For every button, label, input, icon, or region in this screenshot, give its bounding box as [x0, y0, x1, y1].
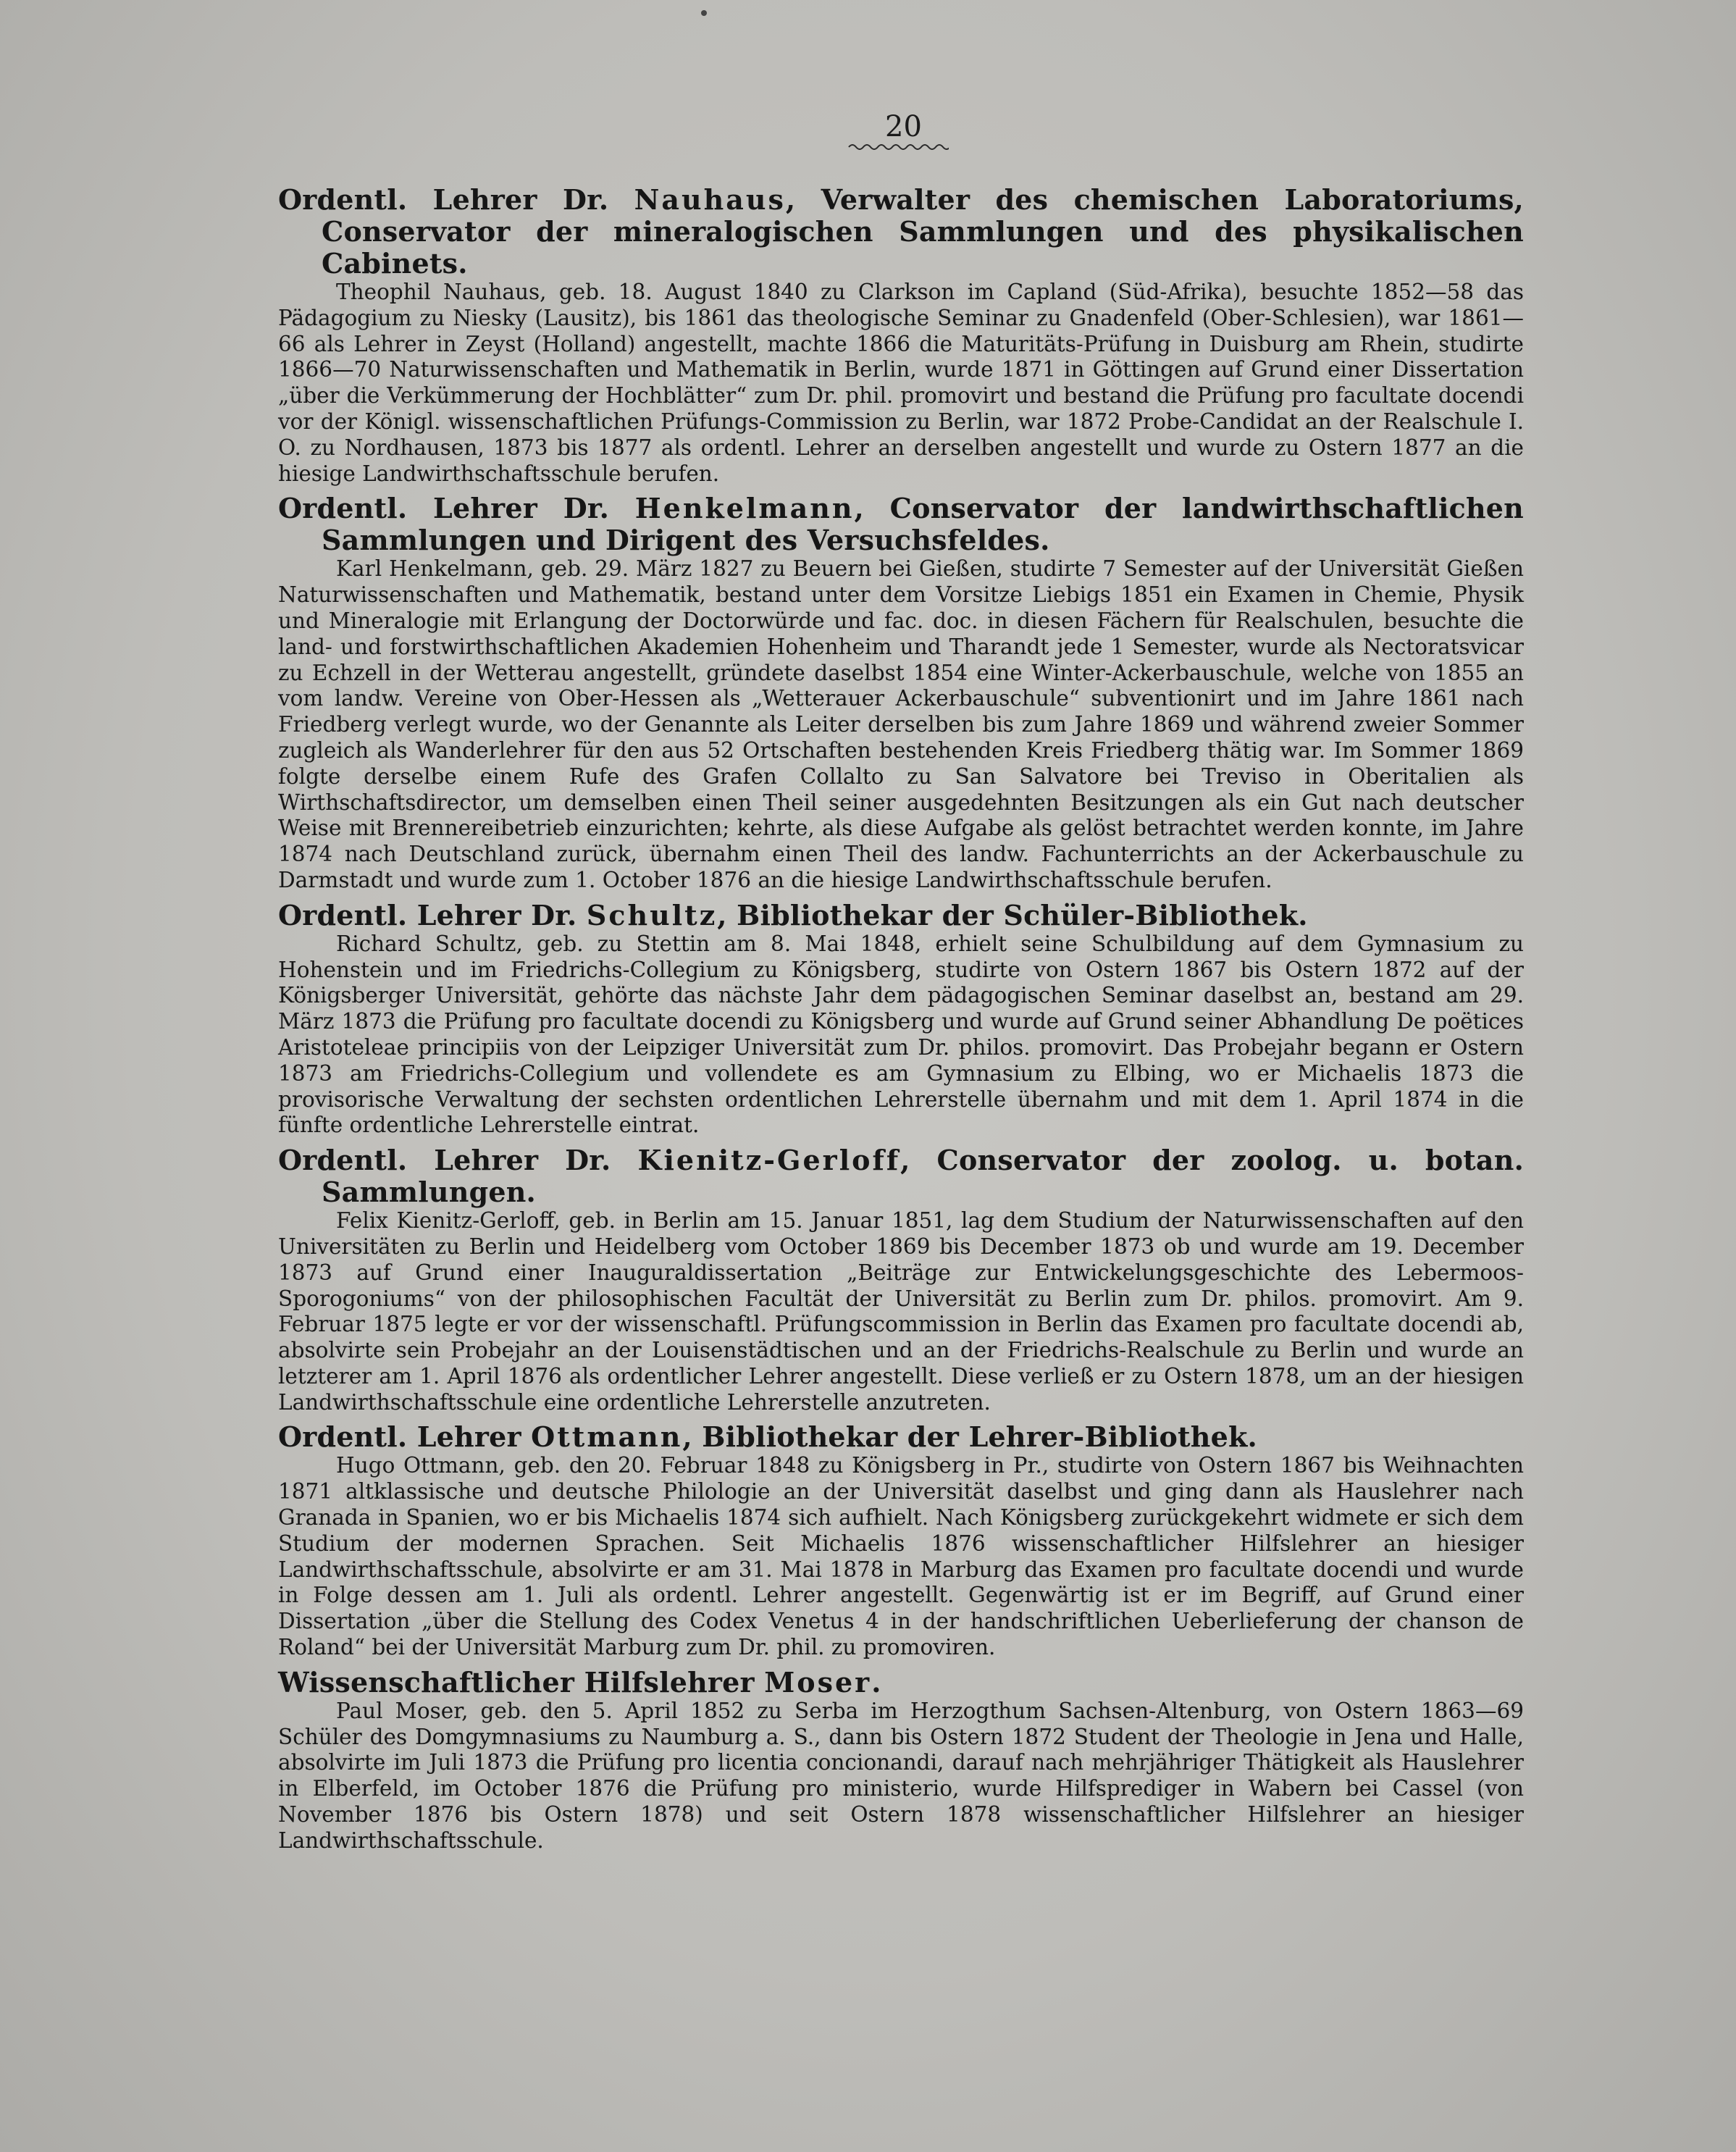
entry-title: Ordentl. Lehrer Dr. [278, 183, 609, 216]
entry-ottmann [278, 1421, 1524, 1660]
page-number: 20 [885, 110, 922, 143]
teacher-name: Henkelmann [634, 492, 855, 525]
entry-heading [278, 184, 1524, 280]
entry-title: Ordentl. Lehrer Dr. [278, 898, 577, 931]
teacher-name: Schultz [586, 898, 718, 931]
entry-biography: Theophil Nauhaus, geb. 18. August 1840 zu Clarkson im Capland (Süd-Afrika), besuchte 1852—58 das Pädagogium zu Niesky (Lausitz), bis 1861 das theologische Seminar zu Gnadenfeld (Ober-Schlesien), war 1861—66 als Lehrer in Zeyst (Holland) angestellt, machte 1866 die Maturitäts-Prüfung in Duisburg am Rhein, studirte 1866—70 Naturwissenschaften und Mathematik in Berlin, wurde 1871 in Göttingen auf Grund einer Dissertation „über die Verkümmerung der Hochblätter“ zum Dr. phil. promovirt und bestand die Prüfung pro facultate docendi vor der Königl. wissenschaftlichen Prüfungs-Commission zu Berlin, war 1872 Probe-Candidat an der Realschule I. O. zu Nordhausen, 1873 bis 1877 als ordentl. Lehrer an derselben angestellt und wurde zu Ostern 1877 an die hiesige Landwirthschaftsschule berufen. [278, 280, 1524, 486]
entry-heading [278, 900, 1524, 931]
entry-kienitz-gerloff [278, 1144, 1524, 1415]
entry-nauhaus [278, 184, 1524, 487]
entry-title: Wissenschaftlicher Hilfslehrer [278, 1665, 755, 1699]
entry-biography: Paul Moser, geb. den 5. April 1852 zu Serba im Herzogthum Sachsen-Altenburg, von Ostern 1863—69 Schüler des Domgymnasiums zu Naumburg a. S., dann bis Ostern 1872 Student der Theologie in Jena und Halle, absolvirte im Juli 1873 die Prüfung pro licentia concionandi, darauf nach mehrjähriger Thätigkeit als Hauslehrer in Elberfeld, im October 1876 die Prüfung pro ministerio, wurde Hilfsprediger in Wabern bei Cassel (von November 1876 bis Ostern 1878) und seit Ostern 1878 wissenschaftlicher Hilfslehrer an hiesiger Landwirthschaftsschule. [278, 1698, 1524, 1853]
entry-schultz [278, 900, 1524, 1139]
entry-title: Ordentl. Lehrer Dr. [278, 492, 610, 525]
entry-role: , Bibliothekar der Schüler-Bibliothek. [717, 898, 1308, 931]
entry-role: , Bibliothekar der Lehrer-Bibliothek. [682, 1420, 1257, 1454]
entry-biography: Felix Kienitz-Gerloff, geb. in Berlin am 15. Januar 1851, lag dem Studium der Naturwissenschaften auf den Universitäten zu Berlin und Heidelberg vom October 1869 bis December 1873 ob und wurde am 19. December 1873 auf Grund einer Inauguraldissertation „Beiträge zur Entwickelungsgeschichte des Lebermoos-Sporogoniums“ von der philosophischen Facultät der Universität zu Berlin zum Dr. philos. promovirt. Am 9. Februar 1875 legte er vor der wissenschaftl. Prüfungscommission in Berlin das Examen pro facultate docendi ab, absolvirte sein Probejahr an der Louisenstädtischen und an der Friedrichs-Realschule zu Berlin und wurde an letzterer am 1. April 1876 als ordentlicher Lehrer angestellt. Diese verließ er zu Ostern 1878, um an der hiesigen Landwirthschaftsschule eine ordentliche Lehrerstelle anzutreten. [278, 1208, 1524, 1415]
entry-moser [278, 1667, 1524, 1854]
entry-role: , Conservator der landwirthschaftlichen Sammlungen und Dirigent des Versuchsfeldes. [322, 492, 1524, 557]
page-number-wavy-rule [847, 142, 949, 152]
entry-role: , Conservator der zoolog. u. botan. Sammlungen. [322, 1144, 1525, 1209]
teacher-name: Nauhaus [634, 183, 786, 216]
teacher-name: Kienitz-Gerloff [637, 1144, 901, 1177]
entry-role: . [871, 1665, 881, 1699]
entry-henkelmann [278, 493, 1524, 893]
teacher-name: Moser [764, 1665, 872, 1699]
entry-heading [278, 493, 1524, 556]
ink-speck [701, 10, 707, 16]
entry-title: Ordentl. Lehrer [278, 1420, 521, 1454]
entry-role: , Verwalter des chemischen Laboratoriums, Conservator der mineralogischen Sammlungen und des physikalischen Cabinets. [322, 183, 1524, 280]
staff-list [278, 184, 1524, 1860]
entry-biography: Karl Henkelmann, geb. 29. März 1827 zu Beuern bei Gießen, studirte 7 Semester auf der Universität Gießen Naturwissenschaften und Mathematik, bestand unter dem Vorsitze Liebigs 1851 ein Examen in Chemie, Physik und Mineralogie mit Erlangung der Doctorwürde und fac. doc. in diesen Fächern für Realschulen, besuchte die land- und forstwirthschaftlichen Akademien Hohenheim und Tharandt jede 1 Semester, wurde als Nectoratsvicar zu Echzell in der Wetterau angestellt, gründete daselbst 1854 eine Winter-Ackerbauschule, welche von 1855 an vom landw. Vereine von Ober-Hessen als „Wetterauer Ackerbauschule“ subventionirt und im Jahre 1861 nach Friedberg verlegt wurde, wo der Genannte als Leiter derselben bis zum Jahre 1869 und während zweier Sommer zugleich als Wanderlehrer für den aus 52 Ortschaften bestehenden Kreis Friedberg thätig war. Im Sommer 1869 folgte derselbe einem Rufe des Grafen Collalto zu San Salvatore bei Treviso in Oberitalien als Wirthschaftsdirector, um demselben einen Theil seiner ausgedehnten Besitzungen als ein Gut nach deutscher Weise mit Brennereibetrieb einzurichten; kehrte, als diese Aufgabe als gelöst betrachtet werden konnte, im Jahre 1874 nach Deutschland zurück, übernahm einen Theil des landw. Fachunterrichts an der Ackerbauschule zu Darmstadt und wurde zum 1. October 1876 an die hiesige Landwirthschaftsschule berufen. [278, 556, 1524, 892]
teacher-name: Ottmann [531, 1420, 683, 1454]
entry-heading [278, 1421, 1524, 1453]
entry-biography: Hugo Ottmann, geb. den 20. Februar 1848 zu Königsberg in Pr., studirte von Ostern 1867 bis Weihnachten 1871 altklassische und deutsche Philologie an der Universität daselbst und ging dann als Hauslehrer nach Granada in Spanien, wo er bis Michaelis 1874 sich aufhielt. Nach Königsberg zurückgekehrt widmete er sich dem Studium der modernen Sprachen. Seit Michaelis 1876 wissenschaftlicher Hilfslehrer an hiesiger Landwirthschaftsschule, absolvirte er am 31. Mai 1878 in Marburg das Examen pro facultate docendi und wurde in Folge dessen am 1. Juli als ordentl. Lehrer angestellt. Gegenwärtig ist er im Begriff, auf Grund einer Dissertation „über die Stellung des Codex Venetus 4 in der handschriftlichen Ueberlieferung der chanson de Roland“ bei der Universität Marburg zum Dr. phil. zu promoviren. [278, 1453, 1524, 1660]
entry-title: Ordentl. Lehrer Dr. [278, 1144, 611, 1177]
entry-biography: Richard Schultz, geb. zu Stettin am 8. Mai 1848, erhielt seine Schulbildung auf dem Gymnasium zu Hohenstein und im Friedrichs-Collegium zu Königsberg, studirte von Ostern 1867 bis Ostern 1872 auf der Königsberger Universität, gehörte das nächste Jahr dem pädagogischen Seminar daselbst an, bestand am 29. März 1873 die Prüfung pro facultate docendi zu Königsberg und wurde auf Grund seiner Abhandlung De poëtices Aristoteleae principiis von der Leipziger Universität zum Dr. philos. promovirt. Das Probejahr begann er Ostern 1873 am Friedrichs-Collegium und vollendete es am Gymnasium zu Elbing, wo er Michaelis 1873 die provisorische Verwaltung der sechsten ordentlichen Lehrerstelle übernahm und mit dem 1. April 1874 in die fünfte ordentliche Lehrerstelle eintrat. [278, 931, 1524, 1138]
entry-heading [278, 1667, 1524, 1699]
entry-heading [278, 1144, 1524, 1208]
